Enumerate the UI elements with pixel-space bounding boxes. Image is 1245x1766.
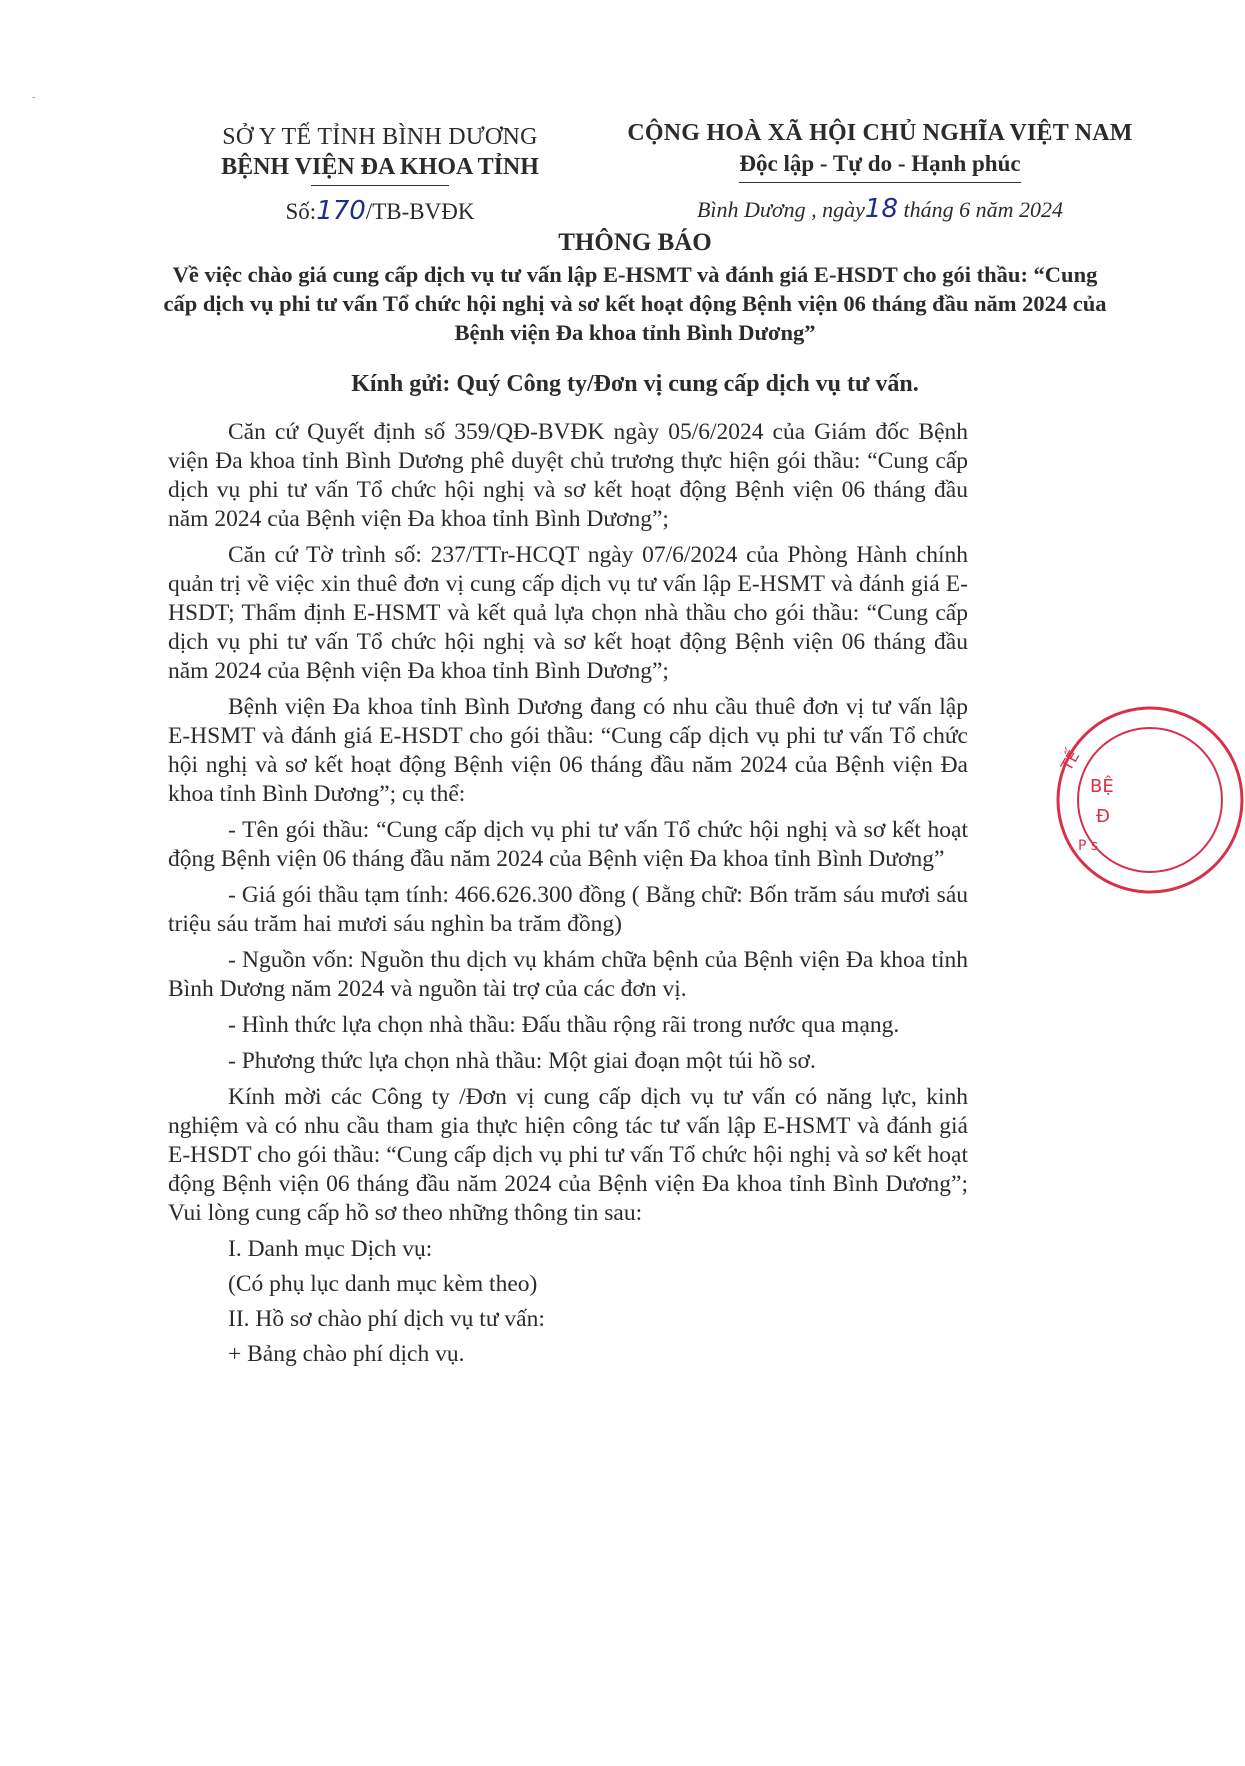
section-item-fee-table: + Bảng chào phí dịch vụ. <box>228 1341 465 1367</box>
section-note-appendix: (Có phụ lục danh mục kèm theo) <box>228 1271 538 1297</box>
list-item-package-name: - Tên gói thầu: “Cung cấp dịch vụ phi tư vấn Tổ chức hội nghị và sơ kết hoạt động Bệnh viện 06 tháng đầu năm 2024 của Bệnh viện Đa khoa tỉnh Bình Dương” <box>168 817 968 872</box>
docno-handwritten: 170 <box>316 196 366 226</box>
section-heading-services: I. Danh mục Dịch vụ: <box>228 1236 433 1262</box>
document-title: THÔNG BÁO <box>558 229 712 256</box>
document-body <box>168 418 968 1375</box>
stamp-text-fragment: BỆ <box>1090 776 1114 797</box>
recipient-line: Kính gửi: Quý Công ty/Đơn vị cung cấp dịch vụ tư vấn. <box>351 371 919 397</box>
list-item-selection-form: - Hình thức lựa chọn nhà thầu: Đấu thầu rộng rãi trong nước qua mạng. <box>228 1012 900 1038</box>
stamp-text-fragment: Đ <box>1096 806 1110 827</box>
national-heading-block <box>600 118 1160 225</box>
title-block <box>160 228 1110 399</box>
section-heading-fee-dossier: II. Hồ sơ chào phí dịch vụ tư vấn: <box>228 1306 545 1332</box>
issuing-agency: BỆNH VIỆN ĐA KHOA TỈNH <box>221 154 539 180</box>
stamp-outer-ring <box>1058 708 1242 892</box>
document-number <box>190 196 570 227</box>
national-motto: Độc lập - Tự do - Hạnh phúc <box>739 148 1020 180</box>
national-title: CỘNG HOÀ XÃ HỘI CHỦ NGHĨA VIỆT NAM <box>627 120 1133 146</box>
stamp-text-fragment: TẾ <box>1057 747 1084 774</box>
date-day-handwritten: 18 <box>864 194 899 224</box>
date-prefix: Bình Dương , ngày <box>696 197 865 222</box>
paragraph-decision-basis: Căn cứ Quyết định số 359/QĐ-BVĐK ngày 05/6/2024 của Giám đốc Bệnh viện Đa khoa tỉnh Bình Dương phê duyệt chủ trương thực hiện gói thầu: “Cung cấp dịch vụ phi tư vấn Tổ chức hội nghị và sơ kết hoạt động Bệnh viện 06 tháng đầu năm 2024 của Bệnh viện Đa khoa tỉnh Bình Dương”; <box>168 419 968 532</box>
date-suffix: tháng 6 năm 2024 <box>898 197 1064 222</box>
place-date-line <box>600 194 1160 225</box>
parent-agency: SỞ Y TẾ TỈNH BÌNH DƯƠNG <box>222 124 538 150</box>
paragraph-invitation: Kính mời các Công ty /Đơn vị cung cấp dịch vụ tư vấn có năng lực, kinh nghiệm và có nhu cầu tham gia thực hiện công tác tư vấn lập E-HSMT và đánh giá E-HSDT cho gói thầu: “Cung cấp dịch vụ phi tư vấn Tổ chức hội nghị và sơ kết hoạt động Bệnh viện 06 tháng đầu năm 2024 của Bệnh viện Đa khoa tỉnh Bình Dương”; Vui lòng cung cấp hồ sơ theo những thông tin sau: <box>168 1084 968 1226</box>
list-item-funding-source: - Nguồn vốn: Nguồn thu dịch vụ khám chữa bệnh của Bệnh viện Đa khoa tỉnh Bình Dương năm 2024 và nguồn tài trợ của các đơn vị. <box>168 947 968 1002</box>
stamp-text-fragment: P s <box>1078 838 1099 854</box>
docno-prefix: Số: <box>285 199 317 224</box>
list-item-package-price: - Giá gói thầu tạm tính: 466.626.300 đồng ( Bằng chữ: Bốn trăm sáu mươi sáu triệu sáu trăm hai mươi sáu nghìn ba trăm đồng) <box>168 882 968 937</box>
issuing-agency-block <box>190 122 570 227</box>
stamp-inner-ring <box>1078 728 1222 872</box>
red-seal-stamp <box>1040 700 1245 900</box>
margin-mark: - <box>32 92 36 103</box>
docno-suffix: /TB-BVĐK <box>365 199 475 224</box>
paragraph-need: Bệnh viện Đa khoa tỉnh Bình Dương đang có nhu cầu thuê đơn vị tư vấn lập E-HSMT và đánh giá E-HSDT cho gói thầu: “Cung cấp dịch vụ phi tư vấn Tổ chức hội nghị và sơ kết hoạt động Bệnh viện 06 tháng đầu năm 2024 của Bệnh viện Đa khoa tỉnh Bình Dương”; cụ thể: <box>168 694 968 807</box>
document-subject: Về việc chào giá cung cấp dịch vụ tư vấn lập E-HSMT và đánh giá E-HSDT cho gói thầu: “Cung cấp dịch vụ phi tư vấn Tổ chức hội nghị và sơ kết hoạt động Bệnh viện 06 tháng đầu năm 2024 của Bệnh viện Đa khoa tỉnh Bình Dương” <box>163 262 1107 345</box>
paragraph-proposal-basis: Căn cứ Tờ trình số: 237/TTr-HCQT ngày 07/6/2024 của Phòng Hành chính quản trị về việc xin thuê đơn vị cung cấp dịch vụ tư vấn lập E-HSMT và đánh giá E-HSDT; Thẩm định E-HSMT và kết quả lựa chọn nhà thầu cho gói thầu: “Cung cấp dịch vụ phi tư vấn Tổ chức hội nghị và sơ kết hoạt động Bệnh viện 06 tháng đầu năm 2024 của Bệnh viện Đa khoa tỉnh Bình Dương”; <box>168 542 968 684</box>
list-item-selection-method: - Phương thức lựa chọn nhà thầu: Một giai đoạn một túi hồ sơ. <box>228 1048 816 1074</box>
